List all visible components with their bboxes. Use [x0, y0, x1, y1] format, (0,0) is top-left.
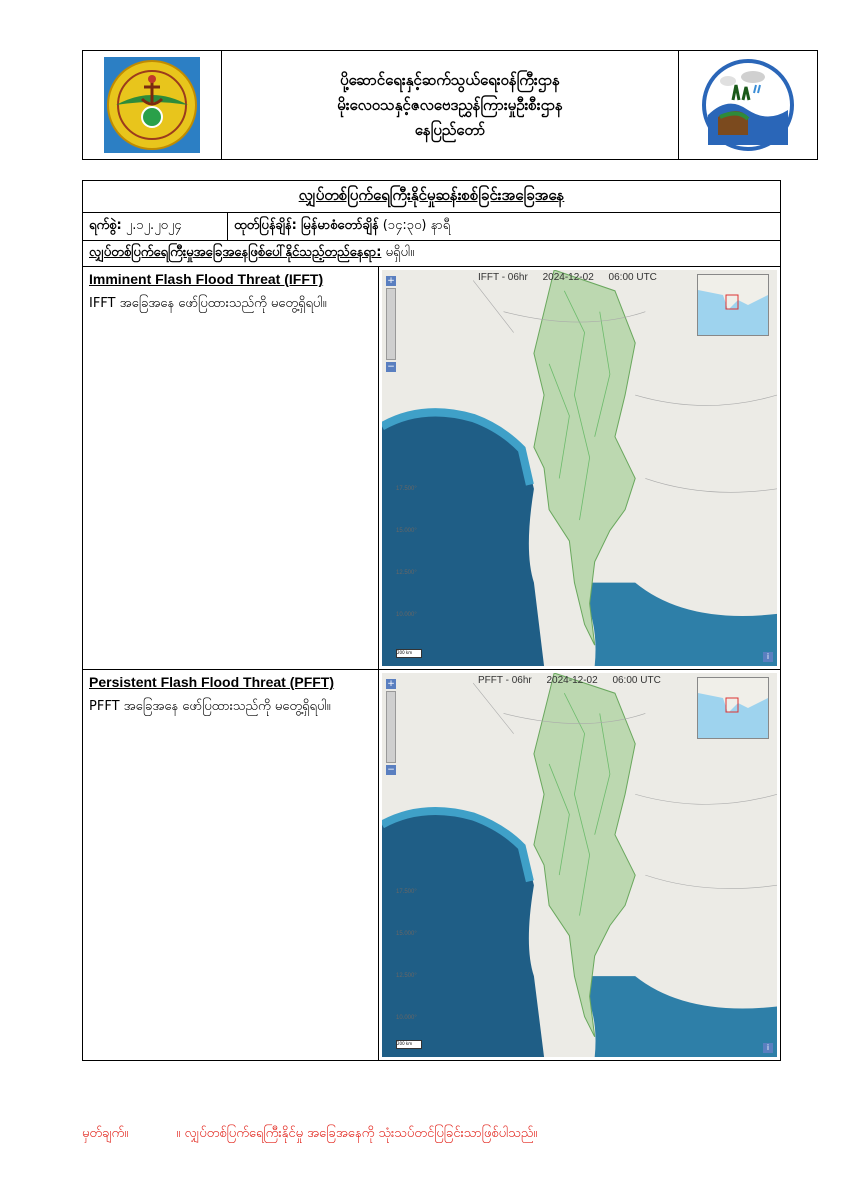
footer-note: [82, 1125, 537, 1144]
left-logo-cell: [83, 51, 222, 159]
date-label: ရက်စွဲ:: [89, 218, 122, 233]
map-scale-bar: 200 km: [396, 649, 422, 658]
map-product-label: PFFT - 06hr: [478, 675, 532, 686]
zoom-in-button[interactable]: +: [387, 276, 395, 286]
ministry-emblem-icon: [102, 55, 202, 155]
ifft-description-cell: [83, 267, 379, 669]
lat-label: 10.000°: [396, 1015, 417, 1021]
zoom-out-button[interactable]: −: [387, 362, 395, 372]
ifft-map-cell: [379, 267, 780, 669]
map-zoom-control: [386, 679, 396, 777]
report-issue-time: [228, 213, 780, 240]
lat-label: 12.500°: [396, 973, 417, 979]
issue-time-label: မြန်မာစံတော်ချိန်: [301, 218, 379, 233]
pfft-description-cell: [83, 670, 379, 1060]
map-info-button[interactable]: i: [763, 1043, 773, 1053]
report-meta-row: [83, 213, 780, 241]
zoom-slider[interactable]: [386, 691, 396, 763]
map-zoom-control: [386, 276, 396, 374]
pfft-map-cell: [379, 670, 780, 1060]
lat-label: 17.500°: [396, 486, 417, 492]
issue-time-value: (၁၄:၃၀) နာရီ: [382, 218, 451, 233]
right-logo-cell: [678, 51, 817, 159]
map-caption: [478, 272, 669, 283]
lat-label: 17.500°: [396, 889, 417, 895]
issue-label: ထုတ်ပြန်ချိန်:: [234, 218, 297, 233]
threat-location-row: [83, 241, 780, 267]
ifft-map[interactable]: [382, 270, 777, 666]
lat-label: 15.000°: [396, 931, 417, 937]
report-title: လျှပ်တစ်ပြက်ရေကြီးနိုင်မှုဆန်းစစ်ခြင်းအခြေအနေ: [83, 181, 780, 213]
letterhead: [82, 50, 818, 160]
department-name: မိုးလေဝသနှင့်ဇလဗေဒညွှန်ကြားမှုဦးစီးဌာန: [337, 95, 563, 114]
note-label: မှတ်ချက်။: [82, 1126, 129, 1141]
overview-inset-map[interactable]: [697, 274, 769, 336]
zoom-slider[interactable]: [386, 288, 396, 360]
ifft-row: [83, 267, 780, 670]
ifft-title: Imminent Flash Flood Threat (IFFT): [89, 271, 324, 287]
ministry-name: ပို့ဆောင်ရေးနှင့်ဆက်သွယ်ရေးဝန်ကြီးဌာန: [340, 70, 560, 89]
map-date-label: 2024-12-02: [542, 272, 594, 283]
flash-flood-report-table: [82, 180, 781, 1061]
pfft-row: [83, 670, 780, 1060]
overview-inset-map[interactable]: [697, 677, 769, 739]
pfft-description: PFFT အခြေအနေ ဖော်ပြထားသည်ကို မတွေ့ရှိရပါ။: [89, 699, 331, 714]
lat-label: 10.000°: [396, 612, 417, 618]
lat-label: 12.500°: [396, 570, 417, 576]
map-caption: [478, 675, 673, 686]
map-info-button[interactable]: i: [763, 652, 773, 662]
city-name: နေပြည်တော်: [414, 120, 486, 139]
hydrology-cycle-icon: [698, 55, 798, 155]
ifft-description: IFFT အခြေအနေ ဖော်ပြထားသည်ကို မတွေ့ရှိရပါ။: [89, 296, 327, 311]
map-time-label: 06:00 UTC: [608, 272, 657, 283]
location-value: မရှိပါ။: [385, 245, 415, 260]
zoom-out-button[interactable]: −: [387, 765, 395, 775]
zoom-in-button[interactable]: +: [387, 679, 395, 689]
map-time-label: 06:00 UTC: [612, 675, 661, 686]
map-date-label: 2024-12-02: [546, 675, 598, 686]
location-label: လျှပ်တစ်ပြက်ရေကြီးမှုအခြေအနေဖြစ်ပေါ်နိုင်သည့်တည်နေရာ:: [89, 245, 382, 260]
note-text: ။ လျှပ်တစ်ပြက်ရေကြီးနိုင်မှု အခြေအနေကို သုံးသပ်တင်ပြခြင်းသာဖြစ်ပါသည်။: [176, 1126, 538, 1141]
map-scale-bar: 200 km: [396, 1040, 422, 1049]
map-product-label: IFFT - 06hr: [478, 272, 528, 283]
date-value: ၂.၁၂.၂၀၂၄: [125, 218, 182, 233]
lat-label: 15.000°: [396, 528, 417, 534]
report-date: [83, 213, 228, 240]
letterhead-title: [222, 51, 678, 159]
pfft-map[interactable]: [382, 673, 777, 1057]
pfft-title: Persistent Flash Flood Threat (PFFT): [89, 674, 335, 690]
